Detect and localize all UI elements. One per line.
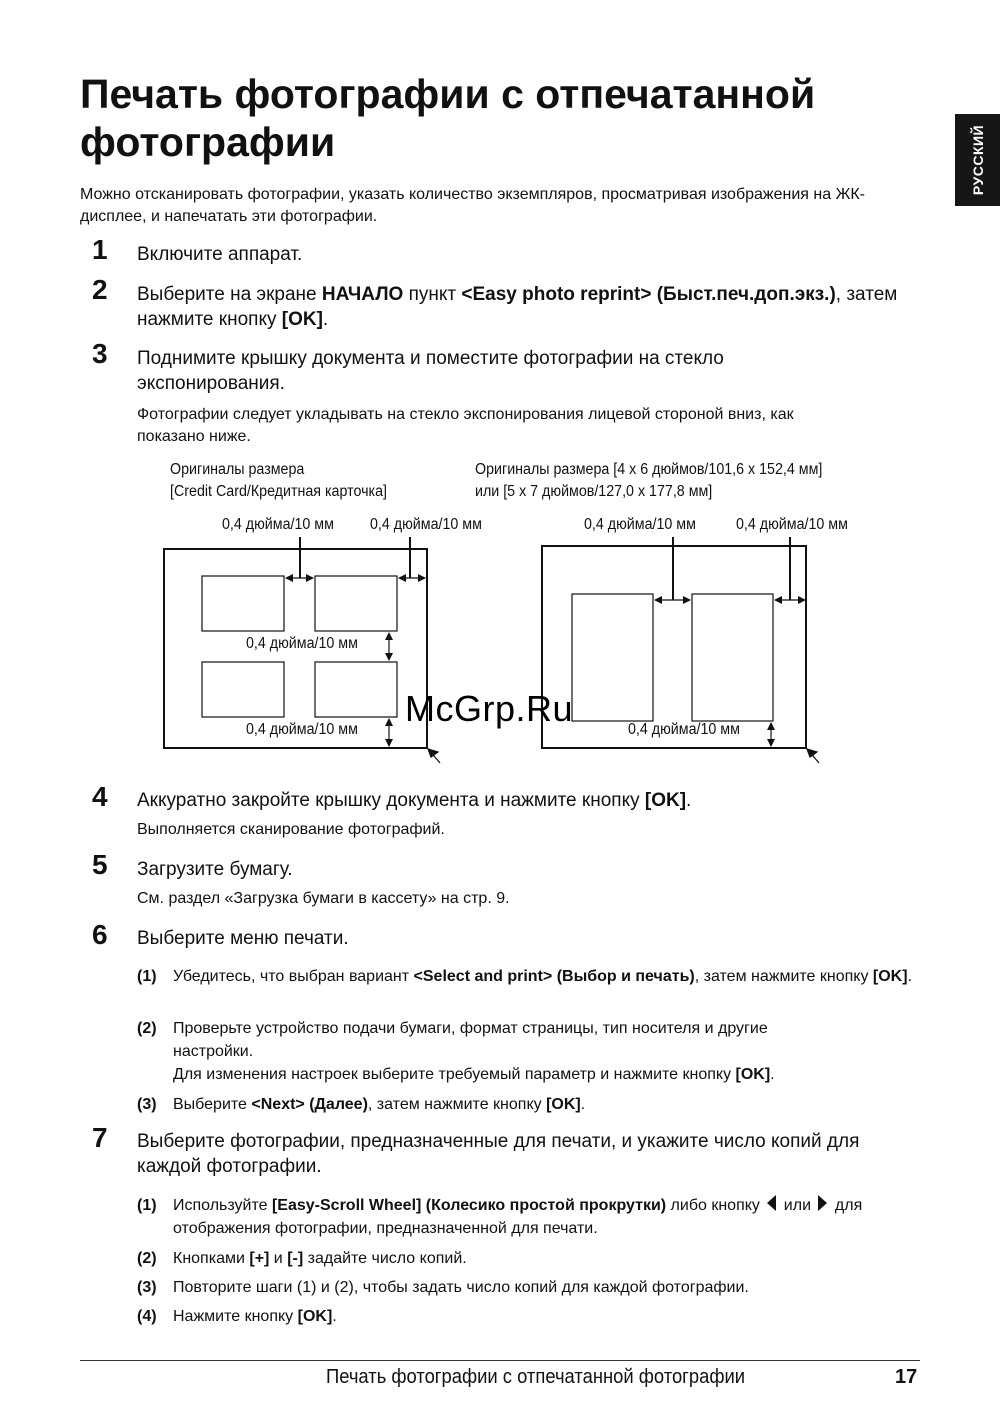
step-number: 3 <box>92 338 108 369</box>
photo <box>692 594 773 721</box>
step-number: 4 <box>92 781 108 812</box>
step-heading: Включите аппарат. <box>137 244 303 265</box>
step-heading: Загрузите бумагу. <box>137 859 293 880</box>
substep: (4) Нажмите кнопку [OK]. <box>137 1308 337 1325</box>
margin-label: 0,4 дюйма/10 мм <box>370 516 482 533</box>
step-number: 5 <box>92 849 108 880</box>
step-number: 6 <box>92 919 108 950</box>
watermark: McGrp.Ru <box>405 688 574 729</box>
substep: (1) Используйте [Easy-Scroll Wheel] (Колесико простой прокрутки) либо кнопку или для отображения фотографии, предназначенной для печати. <box>137 1197 863 1237</box>
page-title: Печать фотографии с отпечатанной фотографии <box>80 71 816 165</box>
photo <box>315 662 397 717</box>
margin-label: 0,4 дюйма/10 мм <box>736 516 848 533</box>
photo <box>202 576 284 631</box>
substep: (1) Убедитесь, что выбран вариант <Select and print> (Выбор и печать), затем нажмите кнопку [OK]. <box>137 968 913 985</box>
footer-title: Печать фотографии с отпечатанной фотографии <box>326 1366 746 1388</box>
margin-label: 0,4 дюйма/10 мм <box>584 516 696 533</box>
step-note: Фотографии следует укладывать на стекло экспонирования лицевой стороной вниз, как показано ниже. <box>137 406 794 445</box>
photo <box>315 576 397 631</box>
page-number: 17 <box>895 1366 918 1388</box>
step-number: 1 <box>92 234 108 265</box>
left-platen <box>164 549 427 748</box>
left-caption-2: [Credit Card/Кредитная карточка] <box>170 483 387 500</box>
step-heading: Выберите на экране НАЧАЛО пункт <Easy photo reprint> (Быст.печ.доп.экз.), затем нажмите кнопку [OK]. <box>137 284 898 330</box>
margin-label: 0,4 дюйма/10 мм <box>246 721 358 738</box>
right-caption-1: Оригиналы размера [4 x 6 дюймов/101,6 x 152,4 мм] <box>475 461 823 478</box>
margin-label: 0,4 дюйма/10 мм <box>222 516 334 533</box>
step-heading: Выберите меню печати. <box>137 928 349 949</box>
left-caption-1: Оригиналы размера <box>170 461 305 478</box>
step-note: См. раздел «Загрузка бумаги в кассету» на стр. 9. <box>137 890 510 907</box>
margin-label: 0,4 дюйма/10 мм <box>246 635 358 652</box>
language-tab-label: РУССКИЙ <box>969 124 986 196</box>
right-caption-2: или [5 x 7 дюймов/127,0 x 177,8 мм] <box>475 483 713 500</box>
substep: (3) Повторите шаги (1) и (2), чтобы задать число копий для каждой фотографии. <box>137 1279 749 1296</box>
margin-label: 0,4 дюйма/10 мм <box>628 721 740 738</box>
step-note: Выполняется сканирование фотографий. <box>137 821 445 838</box>
photo <box>572 594 653 721</box>
right-arrow-button-icon <box>818 1195 827 1211</box>
footer-divider <box>80 1360 920 1361</box>
right-dimensions <box>655 537 819 763</box>
photo <box>202 662 284 717</box>
photo-prints <box>572 594 773 721</box>
credit-card-photos <box>202 576 397 717</box>
substep: (2) Кнопками [+] и [-] задайте число копий. <box>137 1250 467 1267</box>
substep: (2) Проверьте устройство подачи бумаги, формат страницы, тип носителя и другие настройки. Для изменения настроек выберите требуемый параметр и нажмите кнопку [OK]. <box>137 1020 775 1083</box>
step-heading: Поднимите крышку документа и поместите фотографии на стекло экспонирования. <box>137 348 724 394</box>
left-arrow-button-icon <box>767 1195 776 1211</box>
intro-text: Можно отсканировать фотографии, указать количество экземпляров, просматривая изображения на ЖК-дисплее, и напечатать эти фотографии. <box>80 186 865 225</box>
step-heading: Аккуратно закройте крышку документа и нажмите кнопку [OK]. <box>137 790 692 811</box>
step-number: 2 <box>92 274 108 305</box>
substep: (3) Выберите <Next> (Далее), затем нажмите кнопку [OK]. <box>137 1096 586 1113</box>
step-number: 7 <box>92 1122 108 1153</box>
step-heading: Выберите фотографии, предназначенные для печати, и укажите число копий для каждой фотографии. <box>137 1131 860 1177</box>
